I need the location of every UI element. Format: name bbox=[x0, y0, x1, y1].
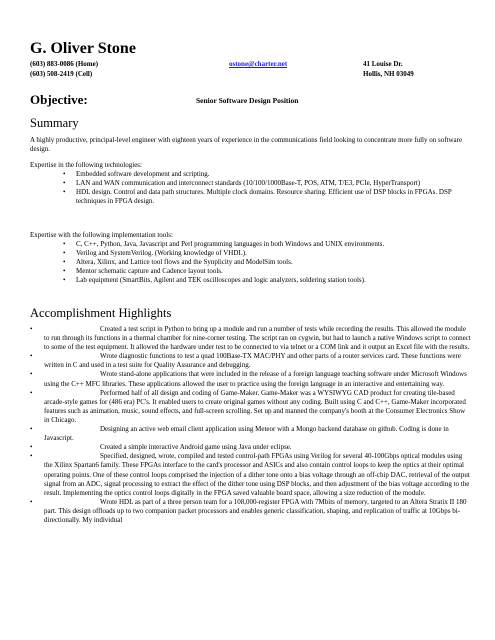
list-item-text: Embedded software development and scripting. bbox=[76, 170, 210, 178]
tech-intro: Expertise in the following technologies: bbox=[30, 161, 142, 169]
list-item-text: Mentor schematic capture and Cadence layout tools. bbox=[76, 267, 223, 276]
list-item-text: Wrote HDL as part of a three person team for a 108,000-register FPGA with 7Mbits of memory, targeted to an Altera Stratix II 180 part. This design offloads up to two companion packet processors and enables generic classification, shaping, and replication of traffic at 10Gbps bi-directionally. My individual bbox=[44, 497, 467, 524]
list-item bbox=[30, 267, 470, 276]
list-item bbox=[30, 179, 470, 188]
list-item-text: Performed half of all design and coding of Game-Maker. Game-Maker was a WYSIWYG CAD product for creating tile-based arcade-style games for (486 era) PC's. It enabled users to create original games without any coding. Built using C and C++, Game-Maker incorporated features such as animation, music, sound effects, and full-screen scrolling. Set up and manned the company's booth at the Consumer Electronics Show in Chicago. bbox=[44, 388, 466, 424]
list-item bbox=[30, 389, 472, 425]
bullet-icon: • bbox=[63, 179, 66, 188]
bullet-icon: • bbox=[63, 240, 66, 248]
phone-block bbox=[30, 59, 98, 79]
bullet-icon: • bbox=[30, 370, 33, 379]
tools-intro: Expertise with the following implementation tools: bbox=[30, 231, 173, 239]
accomplishments-list bbox=[30, 325, 472, 525]
bullet-icon: • bbox=[63, 267, 66, 276]
list-item bbox=[30, 240, 470, 249]
address-street: 41 Louise Dr. bbox=[363, 60, 403, 68]
list-item bbox=[30, 352, 472, 370]
list-item-text: Lab equipment (SmartBits, Agilent and TEK oscilloscopes and logic analyzers, soldering station tools). bbox=[76, 276, 366, 285]
list-item bbox=[30, 170, 470, 179]
accomplishments-heading: Accomplishment Highlights bbox=[30, 306, 172, 320]
objective-label: Objective: bbox=[30, 92, 88, 107]
summary-intro: A highly productive, principal-level engineer with eighteen years of experience in the communications field looking to concentrate more fully on software design. bbox=[30, 136, 463, 153]
list-item bbox=[30, 325, 472, 352]
email-link[interactable]: ostone@charter.net bbox=[229, 60, 288, 68]
bullet-icon: • bbox=[30, 443, 33, 452]
home-phone: (603) 883-0086 (Home) bbox=[30, 60, 99, 68]
bullet-icon: • bbox=[63, 258, 66, 267]
list-item bbox=[30, 443, 472, 452]
list-item-text: Altera, Xilinx, and Lattice tool flows and the Synplicity and ModelSim tools. bbox=[76, 258, 293, 267]
list-item bbox=[30, 425, 472, 443]
address-city: Hollis, NH 03049 bbox=[363, 70, 414, 78]
address-block bbox=[363, 59, 414, 79]
list-item bbox=[30, 370, 472, 388]
candidate-name: G. Oliver Stone bbox=[30, 40, 136, 57]
list-item bbox=[30, 249, 470, 258]
bullet-icon: • bbox=[30, 452, 33, 461]
list-item-text: C, C++, Python, Java, Javascript and Perl programming languages in both Windows and UNIX environments. bbox=[76, 240, 385, 248]
email-block bbox=[229, 59, 287, 69]
bullet-icon: • bbox=[30, 425, 33, 434]
list-item-text: Created a simple interactive Android game using Java under eclipse. bbox=[100, 443, 292, 452]
list-item-text: Specified, designed, wrote, compiled and tested control-path FPGAs using Verilog for several 40-100Gbps optical modules using the Xilinx Spartan6 family. These FPGAs interface to the card's processor and ASICs and also contain control loops to keep the optics at their optimal operating points. One of these control loops comprised the injection of a dither tone onto a bias voltage through an off-chip DAC, retrieval of the output signal from an ADC, signal processing to extract the effect of the dither tone using DSP blocks, and then adjustment of the bias voltage according to the result. Implementing the optics control loops digitally in the FPGA saved valuable board space, allowing a size reduction of the module. bbox=[44, 452, 470, 497]
summary-heading: Summary bbox=[30, 116, 79, 130]
list-item-text: Wrote stand-alone applications that were included in the release of a foreign language teaching software under Microsoft Windows using the C++ MFC libraries. These applications allowed the user to practice using the foreign language in an interactive and entertaining way. bbox=[44, 370, 467, 388]
list-item-text: Created a test script in Python to bring up a module and run a number of tests while recording the results. This allowed the module to run through its functions in a thermal chamber for nine-corner testing. The script ran on cygwin, but had to launch a native Windows script to connect to some of the test equipment. It allowed the hardware under test to be connected to via telnet or a COM link and it output an Excel file with the results. bbox=[44, 325, 471, 352]
list-item bbox=[30, 276, 470, 285]
list-item bbox=[30, 258, 470, 267]
tools-list bbox=[30, 240, 470, 285]
bullet-icon: • bbox=[63, 276, 66, 285]
cell-phone: (603) 508-2419 (Cell) bbox=[30, 70, 93, 78]
objective-text: Senior Software Design Position bbox=[196, 96, 299, 105]
list-item-text: Designing an active web email client application using Meteor with a Mongo backend database on github. Coding is done in Javascript. bbox=[44, 425, 449, 443]
list-item-text: LAN and WAN communication and interconnect standards (10/100/1000Base-T, POS, ATM, T/E3, PCIe, HyperTransport) bbox=[76, 179, 421, 188]
list-item-text: HDL design. Control and data path structures. Multiple clock domains. Resource sharing. Efficient use of DSP blocks in FPGAs. DSP techniques in FPGA design. bbox=[76, 188, 452, 206]
bullet-icon: • bbox=[63, 249, 66, 258]
bullet-icon: • bbox=[30, 352, 33, 361]
bullet-icon: • bbox=[30, 325, 33, 333]
bullet-icon: • bbox=[30, 388, 33, 397]
bullet-icon: • bbox=[63, 170, 66, 178]
list-item-text: Wrote diagnostic functions to test a quad 100Base-TX MAC/PHY and other parts of a router services card. These functions were written in C and used in a test suite for Quality Assurance and debugging. bbox=[44, 352, 461, 370]
list-item bbox=[30, 188, 470, 206]
list-item bbox=[30, 452, 472, 497]
bullet-icon: • bbox=[30, 497, 33, 506]
list-item bbox=[30, 498, 472, 525]
tech-list bbox=[30, 170, 470, 206]
list-item-text: Verilog and SystemVerilog. (Working knowledge of VHDL). bbox=[76, 249, 247, 258]
bullet-icon: • bbox=[63, 188, 66, 197]
